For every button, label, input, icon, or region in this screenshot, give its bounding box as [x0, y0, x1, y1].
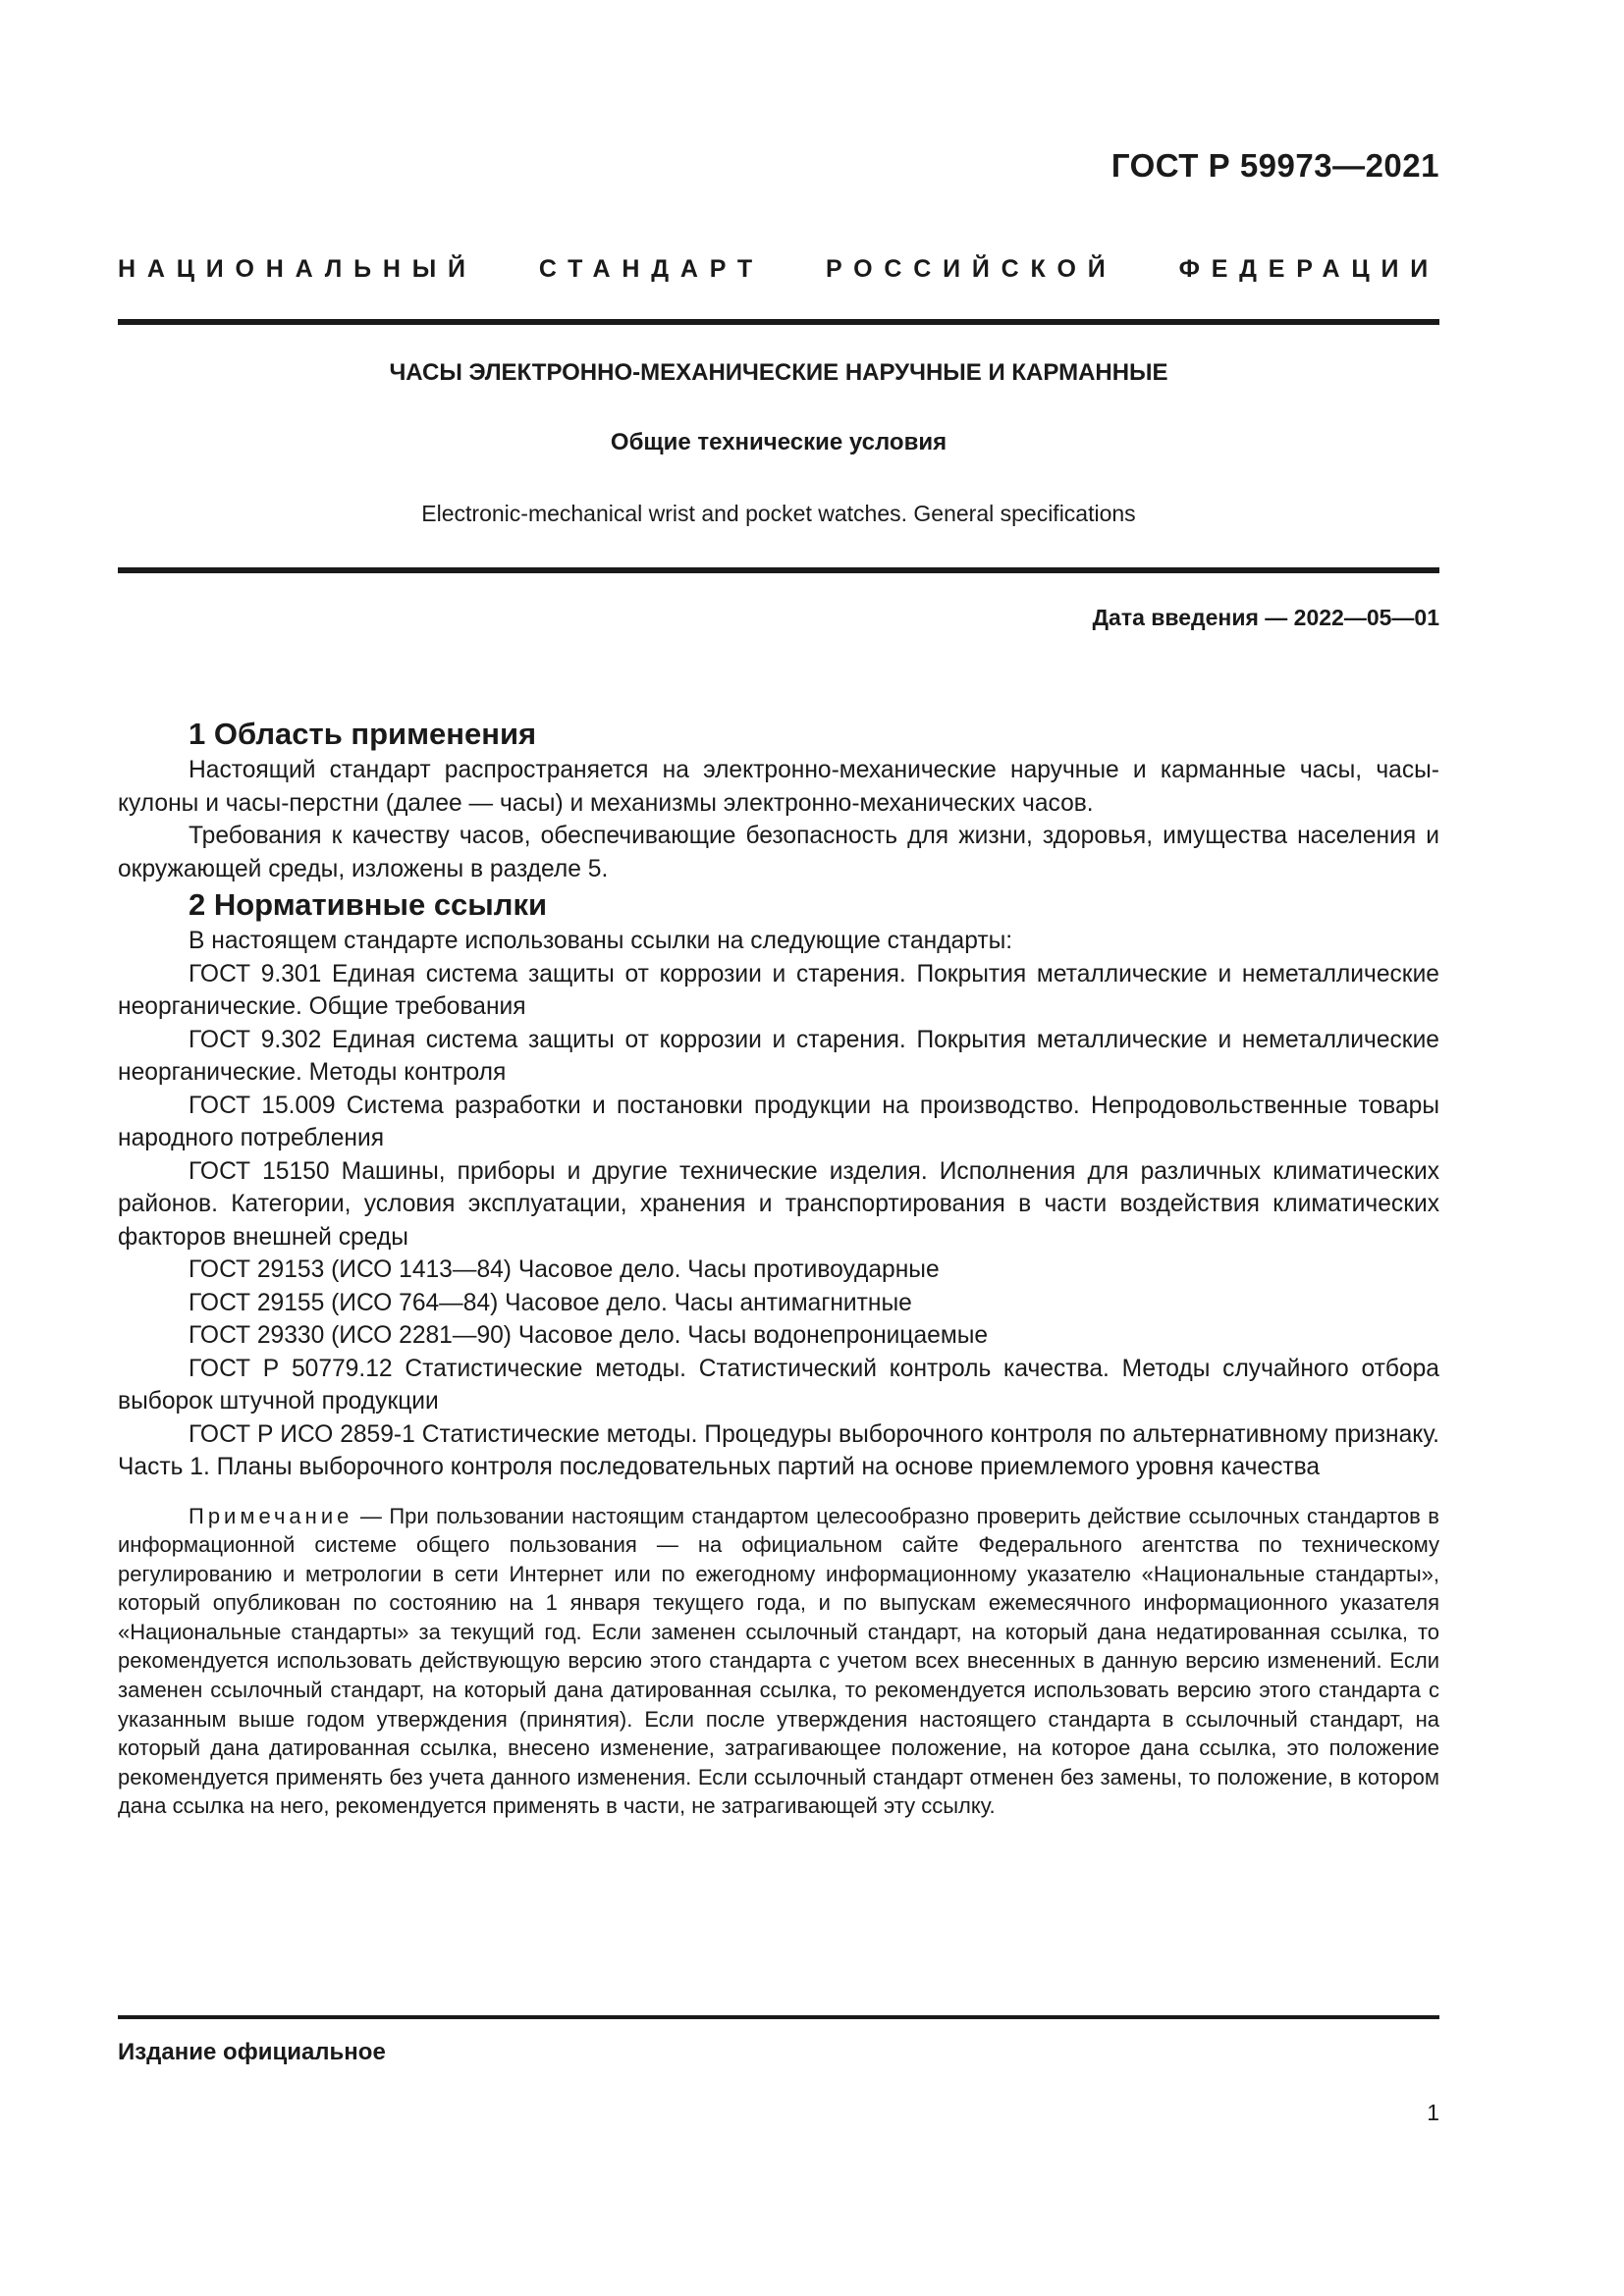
references-intro: В настоящем стандарте использованы ссылки на следующие стандарты: — [189, 928, 1013, 954]
reference-item: ГОСТ 15.009 Система разработки и постановки продукции на производство. Непродовольственные товары народного потребления — [118, 1092, 1439, 1151]
note-label: Примечание — [189, 1503, 353, 1528]
paragraph: Настоящий стандарт распространяется на электронно-механические наручные и карманные часы, часы-кулоны и часы-перстни (далее — часы) и механизмы электронно-механических часов. — [118, 757, 1439, 817]
page-number: 1 — [1427, 2100, 1439, 2125]
document-page — [118, 0, 1439, 2296]
footer-divider — [118, 2015, 1439, 2019]
note — [118, 1502, 1439, 1822]
document-body — [118, 715, 1439, 1821]
reference-item: ГОСТ 29153 (ИСО 1413—84) Часовое дело. Часы противоударные — [189, 1256, 940, 1283]
reference-item: ГОСТ 29330 (ИСО 2281—90) Часовое дело. Часы водонепроницаемые — [189, 1322, 989, 1349]
gost-code: ГОСТ Р 59973—2021 — [1110, 147, 1439, 184]
document-subtitle: Общие технические условия — [610, 429, 947, 455]
reference-item: ГОСТ 15150 Машины, приборы и другие технические изделия. Исполнения для различных климатических районов. Категории, условия эксплуатации, хранения и транспортирования в части воздействия климатических факторов внешней среды — [118, 1157, 1439, 1251]
english-title: Electronic-mechanical wrist and pocket watches. General specifications — [421, 501, 1136, 526]
note-text: — При пользовании настоящим стандартом целесообразно проверить действие ссылочных стандартов в информационной системе общего пользования — на официальном сайте Федерального агентства по техническому регулированию и метрологии в сети Интернет или по ежегодному информационному указателю «Национальные стандарты», который опубликован по состоянию на 1 января текущего года, и по выпускам ежемесячного информационного указателя «Национальные стандарты» за текущий год. Если заменен ссылочный стандарт, на который дана недатированная ссылка, то рекомендуется использовать действующую версию этого стандарта с учетом всех внесенных в данную версию изменений. Если заменен ссылочный стандарт, на который дана датированная ссылка, то рекомендуется использовать версию этого стандарта с указанным выше годом утверждения (принятия). Если после утверждения настоящего стандарта в ссылочный стандарт, на который дана датированная ссылка, внесено изменение, затрагивающее положение, на которое дана ссылка, это положение рекомендуется применять без учета данного изменения. Если ссылочный стандарт отменен без замены, то положение, в котором дана ссылка на него, рекомендуется применять в части, не затрагивающей эту ссылку. — [118, 1503, 1439, 1819]
reference-item: ГОСТ 9.302 Единая система защиты от коррозии и старения. Покрытия металлические и неметаллические неорганические. Методы контроля — [118, 1026, 1439, 1086]
national-standard-title: НАЦИОНАЛЬНЫЙ СТАНДАРТ РОССИЙСКОЙ ФЕДЕРАЦИИ — [118, 255, 1439, 283]
title-divider — [118, 567, 1439, 573]
top-divider — [118, 319, 1439, 325]
official-edition: Издание официальное — [118, 2039, 386, 2065]
introduction-date: Дата введения — 2022—05—01 — [1092, 605, 1439, 630]
reference-item: ГОСТ Р 50779.12 Статистические методы. Статистический контроль качества. Методы случайного отбора выборок штучной продукции — [118, 1355, 1439, 1415]
section-heading-scope: 1 Область применения — [189, 717, 537, 751]
reference-item: ГОСТ 29155 (ИСО 764—84) Часовое дело. Часы антимагнитные — [189, 1289, 912, 1316]
document-title: ЧАСЫ ЭЛЕКТРОННО-МЕХАНИЧЕСКИЕ НАРУЧНЫЕ И КАРМАННЫЕ — [389, 359, 1168, 386]
reference-item: ГОСТ Р ИСО 2859-1 Статистические методы. Процедуры выборочного контроля по альтернативному признаку. Часть 1. Планы выборочного контроля последовательных партий на основе приемлемого уровня качества — [118, 1420, 1439, 1480]
paragraph: Требования к качеству часов, обеспечивающие безопасность для жизни, здоровья, имущества населения и окружающей среды, изложены в разделе 5. — [118, 823, 1439, 882]
reference-item: ГОСТ 9.301 Единая система защиты от коррозии и старения. Покрытия металлические и неметаллические неорганические. Общие требования — [118, 960, 1439, 1020]
section-heading-references: 2 Нормативные ссылки — [189, 887, 548, 922]
